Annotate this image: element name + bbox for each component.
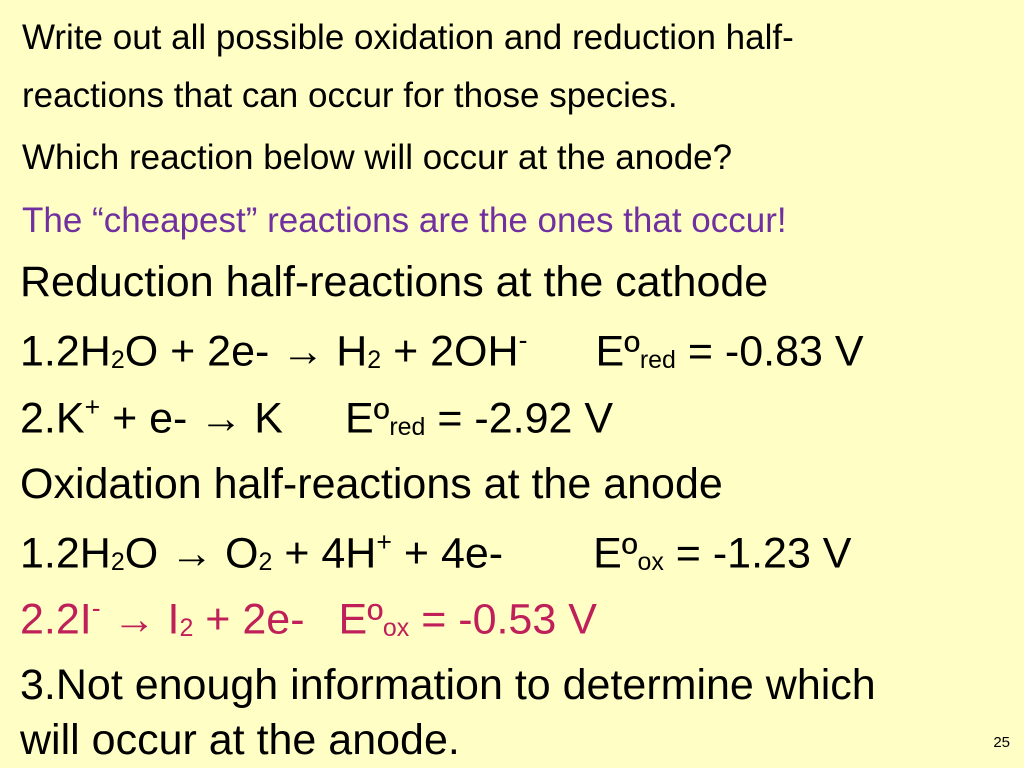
r1-b-sub: 2 — [367, 346, 382, 374]
r1-potential-value: = -0.83 V — [675, 327, 864, 376]
r1-a-sub: 2 — [110, 346, 125, 374]
r1-c-sup: - — [518, 325, 528, 355]
o1-potential-sub: ox — [637, 548, 664, 576]
r2-b: + e- → K — [100, 394, 283, 443]
page-number: 25 — [993, 734, 1010, 751]
r1-potential-sub: red — [639, 346, 676, 374]
intro-line-1: Write out all possible oxidation and reduction half- — [22, 18, 794, 57]
r2-potential-value: = -2.92 V — [425, 394, 614, 443]
o2-c: + 2e- — [193, 595, 305, 644]
o2-b-sub: 2 — [179, 614, 194, 642]
o1-c-sup: + — [376, 527, 392, 557]
o1-c: + 4H — [272, 529, 377, 578]
r1-b: O + 2e- → H — [124, 327, 368, 376]
o2-potential-symbol: Eº — [338, 595, 383, 644]
o2-b: → I — [100, 595, 180, 644]
r1-num: 1. — [20, 327, 56, 376]
o1-num: 1. — [20, 529, 56, 578]
o1-b-sub: 2 — [258, 548, 273, 576]
r1-c: + 2OH — [381, 327, 519, 376]
r2-num: 2. — [20, 394, 56, 443]
oxidation-reaction-1 — [20, 527, 852, 579]
o2-a-sup: - — [91, 593, 101, 623]
reduction-reaction-2 — [20, 392, 613, 444]
o1-potential-symbol: Eº — [593, 529, 638, 578]
reduction-heading: Reduction half-reactions at the cathode — [20, 258, 769, 306]
question-text: Which reaction below will occur at the anode? — [22, 138, 733, 177]
r2-a-sup: + — [84, 392, 101, 422]
o2-num: 2. — [20, 595, 56, 644]
oxidation-heading: Oxidation half-reactions at the anode — [20, 460, 723, 508]
r2-potential-sub: red — [389, 413, 426, 441]
option-3-line-1: 3.Not enough information to determine which — [20, 661, 876, 709]
intro-line-2: reactions that can occur for those species. — [22, 76, 678, 115]
r2-potential-symbol: Eº — [344, 394, 390, 443]
o2-potential-sub: ox — [382, 614, 410, 642]
reduction-reaction-1 — [20, 325, 864, 377]
r1-a: 2H — [55, 327, 111, 376]
o1-b: O → O — [124, 529, 259, 578]
hint-text: The “cheapest” reactions are the ones that occur! — [22, 201, 787, 240]
o2-a: 2I — [55, 595, 92, 644]
r2-a: K — [55, 394, 85, 443]
o1-a: 2H — [55, 529, 111, 578]
o1-potential-value: = -1.23 V — [663, 529, 852, 578]
oxidation-reaction-2 — [20, 593, 597, 645]
o1-a-sub: 2 — [110, 548, 125, 576]
o1-d: + 4e- — [391, 529, 504, 578]
r1-potential-symbol: Eº — [595, 327, 640, 376]
o2-potential-value: = -0.53 V — [409, 595, 597, 644]
option-3-line-2: will occur at the anode. — [20, 716, 460, 764]
